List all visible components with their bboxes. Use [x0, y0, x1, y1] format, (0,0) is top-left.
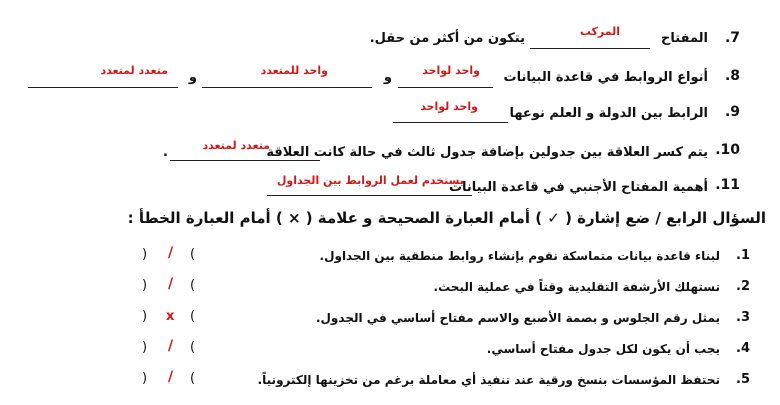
section-4-heading: السؤال الرابع / ضع إشارة ( ✓ ) أمام العبارة الصحيحة و علامة ( × ) أمام العبارة الخطأ :	[127, 209, 766, 227]
answer-paren-close: )	[142, 309, 148, 324]
answer-text: متعدد لمتعدد	[202, 139, 270, 152]
answer-blank[interactable]	[393, 122, 508, 123]
question-text: أهمية المفتاح الأجنبي في قاعدة البيانات	[448, 180, 708, 195]
answer-paren-open: (	[190, 247, 196, 262]
question-number: .7	[724, 30, 740, 46]
statement-text: يمثل رقم الجلوس و بصمة الأصبع والاسم مفتاح أساسي في الجدول.	[315, 311, 720, 325]
answer-blank-1[interactable]	[398, 87, 493, 88]
statement-text: تحتفظ المؤسسات بنسخ ورقية عند تنفيذ أي معاملة برغم من تخزينها إلكترونياً.	[257, 373, 720, 387]
answer-paren-open: (	[190, 371, 196, 386]
question-text-after: يتكون من أكثر من حقل.	[369, 31, 525, 46]
answer-paren-close: )	[142, 340, 148, 355]
question-number: .11	[715, 177, 740, 193]
statement-text: لبناء قاعدة بيانات متماسكة نقوم بإنشاء روابط منطقية بين الجداول.	[319, 249, 720, 263]
answer-text: واحد لواحد	[420, 100, 478, 113]
answer-mark[interactable]: x	[166, 309, 175, 324]
statement-number: .3	[736, 310, 750, 325]
statement-number: .1	[736, 248, 750, 263]
question-number: .9	[724, 104, 740, 120]
answer-mark[interactable]: /	[168, 276, 174, 292]
answer-text-2: واحد للمتعدد	[260, 64, 328, 77]
answer-blank-2[interactable]	[202, 87, 372, 88]
statement-text: يجب أن يكون لكل جدول مفتاح أساسي.	[486, 342, 720, 356]
answer-mark[interactable]: /	[168, 245, 174, 261]
question-text: الرابط بين الدولة و العلم نوعها	[509, 106, 708, 121]
answer-paren-close: )	[142, 247, 148, 262]
question-text-before: المفتاح	[661, 31, 708, 46]
answer-paren-close: )	[142, 278, 148, 293]
question-text: أنواع الروابط في قاعدة البيانات	[503, 70, 708, 85]
question-number: .8	[724, 68, 740, 84]
statement-number: .2	[736, 279, 750, 294]
statement-number: .5	[736, 372, 750, 387]
answer-paren-open: (	[190, 278, 196, 293]
question-number: .10	[715, 142, 740, 158]
answer-mark[interactable]: /	[168, 338, 174, 354]
answer-blank[interactable]	[267, 195, 472, 196]
answer-text-3: متعدد لمتعدد	[100, 64, 168, 77]
answer-blank[interactable]	[530, 48, 650, 49]
answer-paren-open: (	[190, 309, 196, 324]
answer-blank-3[interactable]	[28, 87, 178, 88]
answer-mark[interactable]: /	[168, 369, 174, 385]
answer-text-1: واحد لواحد	[422, 64, 480, 77]
answer-blank[interactable]	[170, 160, 320, 161]
sentence-end: .	[163, 145, 168, 160]
answer-text: المركب	[579, 25, 620, 38]
statement-text: تستهلك الأرشفة التقليدية وقتاً في عملية البحث.	[433, 280, 720, 294]
answer-paren-close: )	[142, 371, 148, 386]
question-text: يتم كسر العلاقة بين جدولين بإضافة جدول ثالث في حالة كانت العلاقة	[266, 145, 708, 160]
conjunction: و	[383, 70, 392, 85]
conjunction: و	[188, 70, 197, 85]
statement-number: .4	[736, 341, 750, 356]
answer-paren-open: (	[190, 340, 196, 355]
answer-text: يستخدم لعمل الروابط بين الجداول	[276, 174, 464, 187]
